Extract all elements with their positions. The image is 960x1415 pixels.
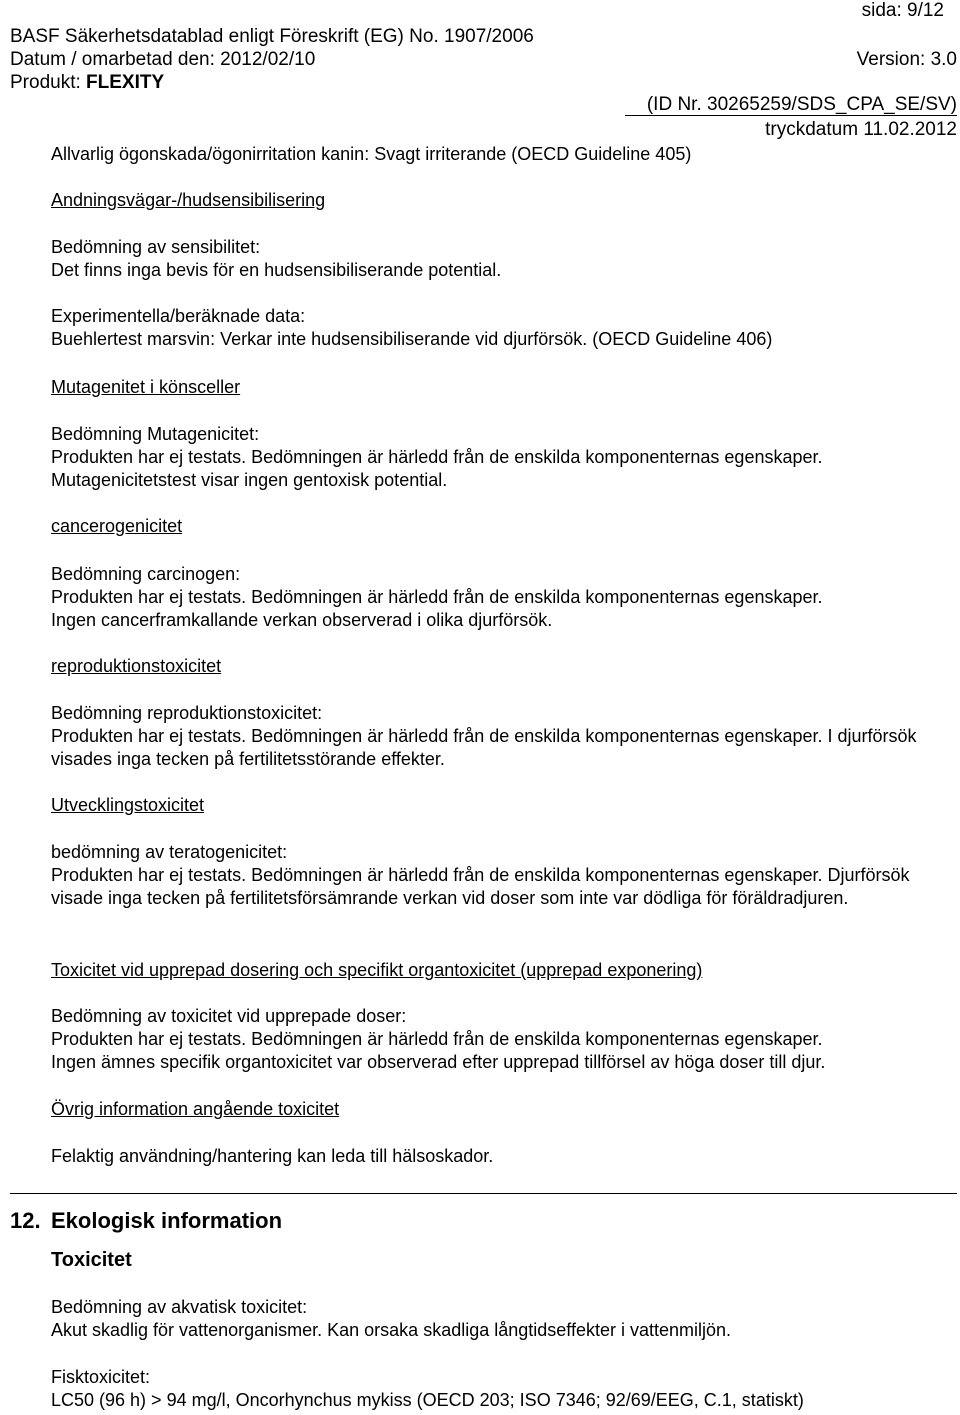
fish-text: LC50 (96 h) > 94 mg/l, Oncorhynchus mykiss (OECD 203; ISO 7346; 92/69/EEG, C.1, statiskt)	[51, 1390, 804, 1410]
aquatic-toxicity	[51, 1296, 941, 1342]
rep-label: Bedömning av toxicitet vid upprepade doser:	[51, 1006, 407, 1026]
repro-text: Produkten har ej testats. Bedömningen är härledd från de enskilda komponenternas egenskaper. I djurförsök visades inga tecken på fertilitetsstörande effekter.	[51, 726, 917, 769]
muta-text-2: Mutagenicitetstest visar ingen gentoxisk potential.	[51, 470, 448, 490]
fish-toxicity	[51, 1366, 941, 1412]
repeated-dose-assessment	[51, 1005, 941, 1074]
header-divider	[625, 115, 957, 116]
revision-date: Datum / omarbetad den: 2012/02/10	[10, 49, 316, 70]
rep-text-1: Produkten har ej testats. Bedömningen är härledd från de enskilda komponenternas egenskaper.	[51, 1029, 823, 1049]
repeated-dose-heading: Toxicitet vid upprepad dosering och specifikt organtoxicitet (upprepad exponering)	[51, 960, 703, 980]
product-name: FLEXITY	[86, 72, 165, 93]
other-info-text: Felaktig användning/hantering kan leda till hälsoskador.	[51, 1146, 494, 1166]
sensitisation-assessment	[51, 236, 941, 282]
muta-text-1: Produkten har ej testats. Bedömningen är härledd från de enskilda komponenternas egenskaper.	[51, 447, 823, 467]
dev-label: bedömning av teratogenicitet:	[51, 842, 288, 862]
carc-label: Bedömning carcinogen:	[51, 564, 241, 584]
aqua-text: Akut skadlig för vattenorganismer. Kan orsaka skadliga långtidseffekter i vattenmiljön.	[51, 1320, 732, 1340]
eye-irritation-text: Allvarlig ögonskada/ögonirritation kanin: Svagt irriterande (OECD Guideline 405)	[51, 144, 692, 164]
development-heading: Utvecklingstoxicitet	[51, 795, 205, 815]
product-label: Produkt:	[10, 72, 87, 93]
other-info-heading: Övrig information angående toxicitet	[51, 1099, 340, 1119]
carc-text-2: Ingen cancerframkallande verkan observerad i olika djurförsök.	[51, 610, 553, 630]
document-title: BASF Säkerhetsdatablad enligt Föreskrift (EG) No. 1907/2006	[10, 26, 534, 47]
section-number: 12.	[10, 1208, 41, 1233]
repro-label: Bedömning reproduktionstoxicitet:	[51, 703, 323, 723]
sens-assess-text: Det finns inga bevis för en hudsensibiliserande potential.	[51, 260, 502, 280]
fish-label: Fisktoxicitet:	[51, 1367, 151, 1387]
aqua-label: Bedömning av akvatisk toxicitet:	[51, 1297, 308, 1317]
rep-text-2: Ingen ämnes specifik organtoxicitet var observerad efter upprepad tillförsel av höga doser till djur.	[51, 1052, 826, 1072]
carc-text-1: Produkten har ej testats. Bedömningen är härledd från de enskilda komponenternas egenskaper.	[51, 587, 823, 607]
experimental-data	[51, 305, 941, 351]
print-date: tryckdatum 11.02.2012	[765, 119, 957, 140]
section-name: Ekologisk information	[51, 1208, 283, 1233]
mutagenicity-assessment	[51, 423, 941, 492]
reproduction-heading: reproduktionstoxicitet	[51, 656, 222, 676]
section-divider	[10, 1193, 957, 1194]
document-id: (ID Nr. 30265259/SDS_CPA_SE/SV)	[646, 94, 957, 115]
carcinogenicity-assessment	[51, 563, 941, 632]
sensitisation-heading: Andningsvägar-/hudsensibilisering	[51, 190, 326, 210]
page-number: sida: 9/12	[861, 0, 944, 21]
carcinogenicity-heading: cancerogenicitet	[51, 516, 183, 536]
development-assessment	[51, 841, 941, 910]
section-12-title	[10, 1208, 282, 1234]
exp-text: Buehlertest marsvin: Verkar inte hudsensibiliserande vid djurförsök. (OECD Guideline 406)	[51, 329, 773, 349]
muta-label: Bedömning Mutagenicitet:	[51, 424, 260, 444]
dev-text: Produkten har ej testats. Bedömningen är härledd från de enskilda komponenternas egenskaper. Djurförsök visade inga tecken på fertilitetsförsämrande verkan vid doser som inte var dödliga för föräldradjuren.	[51, 865, 910, 908]
version-label: Version: 3.0	[856, 49, 957, 70]
reproduction-assessment	[51, 702, 941, 771]
product-line	[10, 72, 164, 94]
exp-label: Experimentella/beräknade data:	[51, 306, 306, 326]
sens-assess-label: Bedömning av sensibilitet:	[51, 237, 261, 257]
mutagenicity-heading: Mutagenitet i könsceller	[51, 377, 241, 397]
toxicity-subtitle: Toxicitet	[51, 1249, 132, 1271]
